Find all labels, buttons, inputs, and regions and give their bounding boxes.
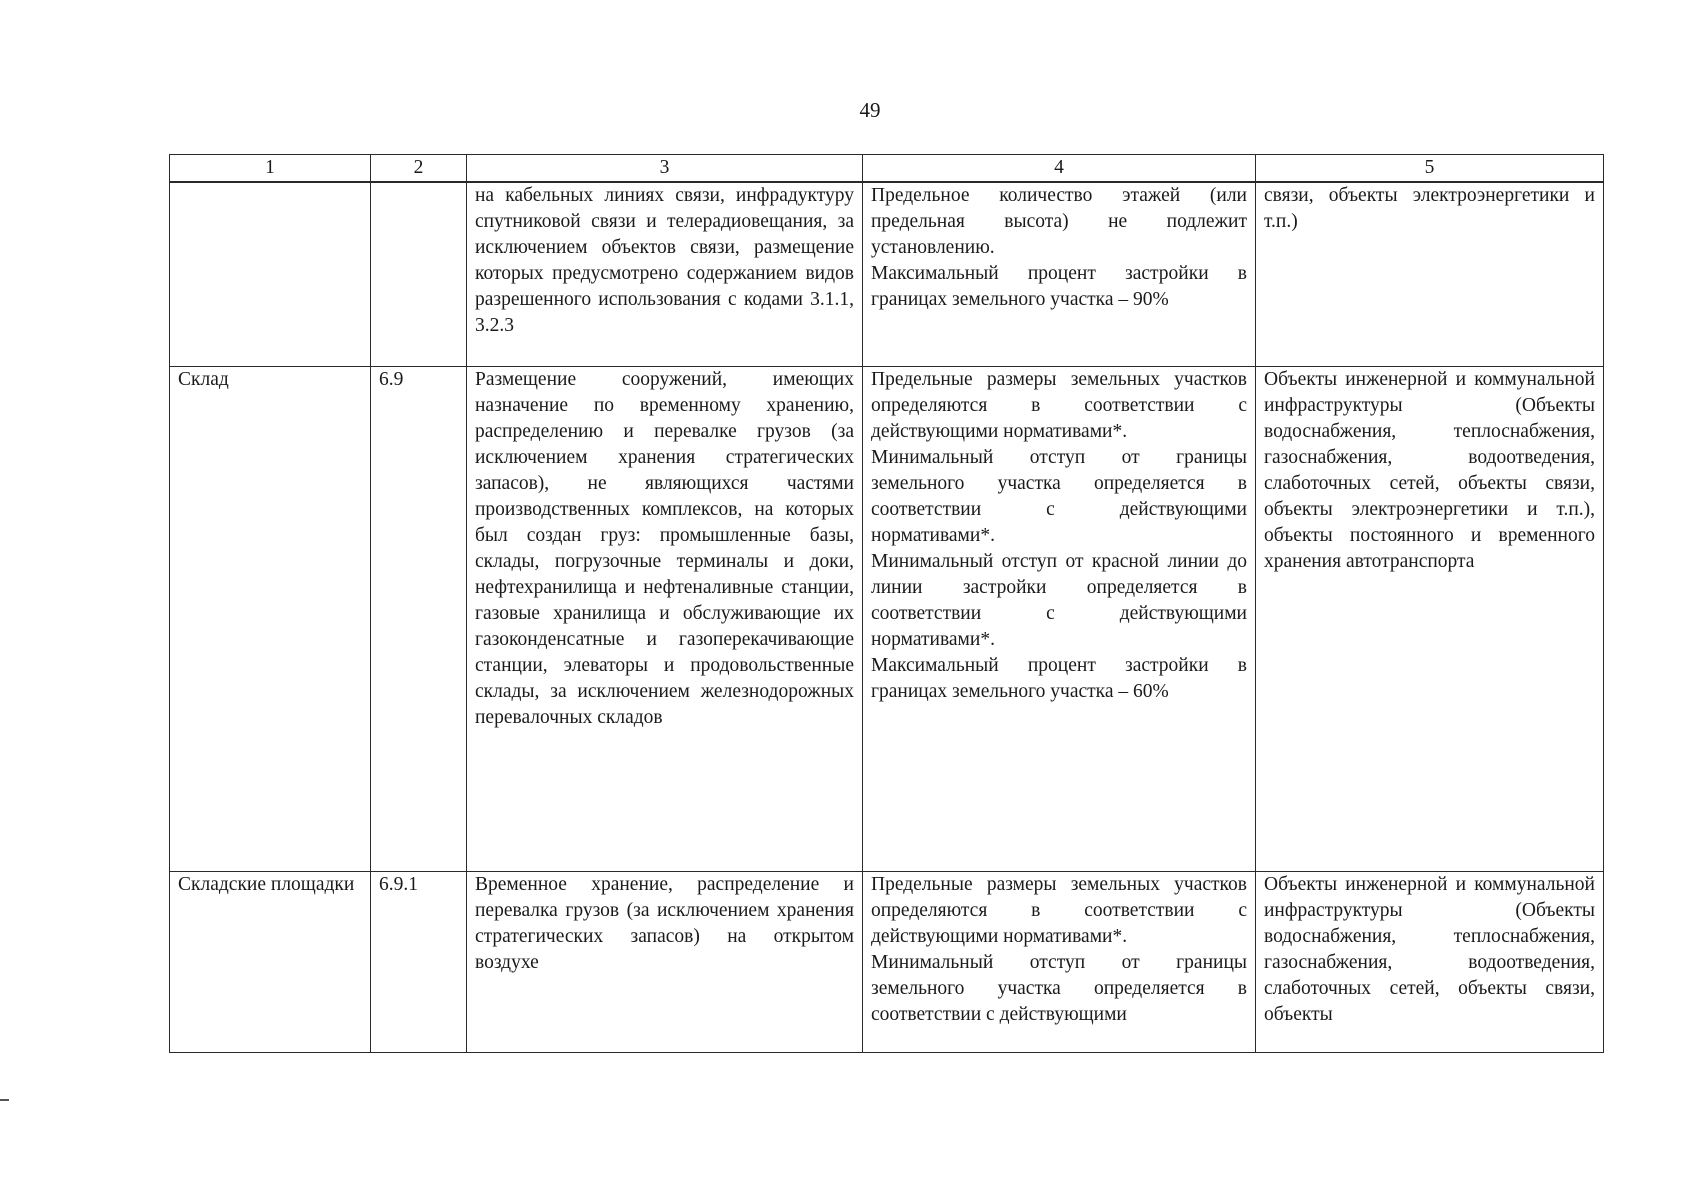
table-header-row [170, 155, 1604, 183]
column-header-1: 1 [170, 155, 371, 183]
use-description-cell: на кабельных линиях связи, инфрадуктуру спутниковой связи и телерадиовещания, за исключением объектов связи, размещение которых предусмотрено содержанием видов разрешенного использования с кодами 3.1.1, 3.2.3 [467, 182, 863, 367]
table-row [170, 182, 1604, 367]
parameters-cell [863, 367, 1256, 872]
table-row [170, 367, 1604, 872]
page-number: 49 [859, 98, 881, 122]
auxiliary-objects-cell: Объекты инженерной и коммунальной инфраструктуры (Объекты водоснабжения, теплоснабжения, газоснабжения, водоотведения, слаботочных сетей, объекты связи, объекты электроэнергетики и т.п.), объекты постоянного и временного хранения автотранспорта [1256, 367, 1604, 872]
parameters-cell [863, 872, 1256, 1053]
column-header-5: 5 [1256, 155, 1604, 183]
column-header-3: 3 [467, 155, 863, 183]
parameter-text: Предельное количество этажей (или предельная высота) не подлежит установлению. [871, 185, 1247, 258]
parameter-text: Минимальный отступ от границы земельного участка определяется в соответствии с действующими [871, 952, 1247, 1025]
parameter-text: Предельные размеры земельных участков определяются в соответствии с действующими нормативами*. [871, 874, 1247, 947]
parameter-text: Минимальный отступ от красной линии до линии застройки определяется в соответствии с действующими нормативами*. [871, 551, 1247, 650]
use-code-cell: 6.9 [371, 367, 467, 872]
use-code-cell: 6.9.1 [371, 872, 467, 1053]
column-header-2: 2 [371, 155, 467, 183]
parameter-text: Максимальный процент застройки в границах земельного участка – 60% [871, 655, 1247, 702]
table-row [170, 872, 1604, 1053]
parameter-text: Минимальный отступ от границы земельного участка определяется в соответствии с действующими нормативами*. [871, 447, 1247, 546]
margin-mark [0, 1099, 9, 1101]
use-name-cell [170, 182, 371, 367]
use-code-cell [371, 182, 467, 367]
use-description-cell: Временное хранение, распределение и перевалка грузов (за исключением хранения стратегических запасов) на открытом воздухе [467, 872, 863, 1053]
use-description-cell: Размещение сооружений, имеющих назначение по временному хранению, распределению и перевалке грузов (за исключением хранения стратегических запасов), не являющихся частями производственных комплексов, на которых был создан груз: промышленные базы, склады, погрузочные терминалы и доки, нефтехранилища и нефтеналивные станции, газовые хранилища и обслуживающие их газоконденсатные и газоперекачивающие станции, элеваторы и продовольственные склады, за исключением железнодорожных перевалочных складов [467, 367, 863, 872]
auxiliary-objects-cell: связи, объекты электроэнергетики и т.п.) [1256, 182, 1604, 367]
land-use-table [169, 154, 1604, 1053]
parameter-text: Предельные размеры земельных участков определяются в соответствии с действующими нормативами*. [871, 369, 1247, 442]
parameters-cell [863, 182, 1256, 367]
auxiliary-objects-cell: Объекты инженерной и коммунальной инфраструктуры (Объекты водоснабжения, теплоснабжения, газоснабжения, водоотведения, слаботочных сетей, объекты связи, объекты [1256, 872, 1604, 1053]
use-name-cell: Складские площадки [170, 872, 371, 1053]
use-name-cell: Склад [170, 367, 371, 872]
parameter-text: Максимальный процент застройки в границах земельного участка – 90% [871, 263, 1247, 310]
column-header-4: 4 [863, 155, 1256, 183]
